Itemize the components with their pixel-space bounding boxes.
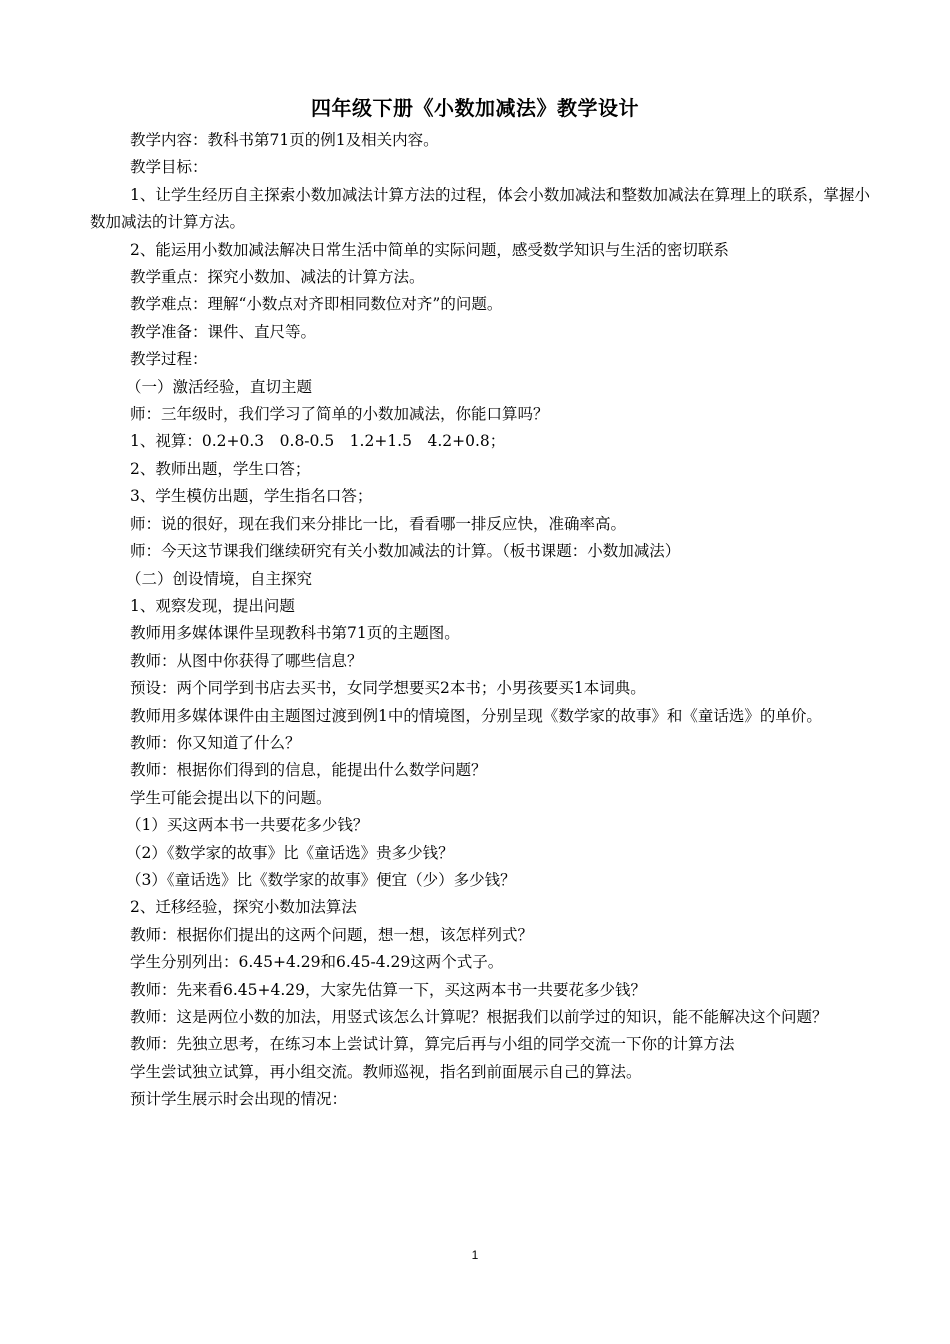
paragraph: 教学目标： [130, 158, 208, 177]
paragraph: 师：说的很好，现在我们来分排比一比，看看哪一排反应快，准确率高。 [130, 514, 627, 533]
paragraph: 教师：先来看6.45+4.29，大家先估算一下，买这两本书一共要花多少钱？ [130, 980, 647, 999]
paragraph: 2、迁移经验，探究小数加法算法 [130, 898, 357, 917]
paragraph: 1、视算：0.2+0.3 0.8-0.5 1.2+1.5 4.2+0.8； [130, 432, 506, 451]
list-item: （1）买这两本书一共要花多少钱？ [126, 816, 369, 835]
paragraph: 教学内容：教科书第71页的例1及相关内容。 [130, 131, 439, 149]
paragraph: 学生分别列出：6.45+4.29和6.45-4.29这两个式子。 [130, 953, 504, 972]
page-number: 1 [471, 1248, 479, 1262]
paragraph: 教师用多媒体课件由主题图过渡到例1中的情境图，分别呈现《数学家的故事》和《童话选》的单价。 [130, 706, 822, 725]
paragraph: 预设：两个同学到书店去买书，女同学想要买2本书；小男孩要买1本词典。 [130, 679, 646, 698]
paragraph: 教师：这是两位小数的加法，用竖式该怎么计算呢？根据我们以前学过的知识，能不能解决这个问题？ [130, 1008, 828, 1026]
list-item: （2）《数学家的故事》比《童话选》贵多少钱？ [126, 843, 454, 862]
paragraph: 师：今天这节课我们继续研究有关小数加减法的计算。（板书课题：小数加减法） [130, 542, 681, 561]
paragraph: 3、学生模仿出题，学生指名口答； [130, 487, 373, 506]
list-item: （3）《童话选》比《数学家的故事》便宜（少）多少钱？ [126, 870, 516, 889]
paragraph: 教师：从图中你获得了哪些信息？ [130, 651, 363, 670]
paragraph: 教师：先独立思考，在练习本上尝试计算，算完后再与小组的同学交流一下你的计算方法 [130, 1035, 735, 1054]
paragraph: 教师：根据你们得到的信息，能提出什么数学问题？ [130, 761, 487, 780]
paragraph: 学生尝试独立试算，再小组交流。教师巡视，指名到前面展示自己的算法。 [130, 1062, 642, 1081]
paragraph: 教师：根据你们提出的这两个问题，想一想，该怎样列式？ [130, 925, 534, 944]
paragraph: 学生可能会提出以下的问题。 [130, 788, 332, 807]
document-body [90, 127, 870, 1114]
paragraph: 2、能运用小数加减法解决日常生活中简单的实际问题，感受数学知识与生活的密切联系 [130, 240, 729, 259]
paragraph: 教学重点：探究小数加、减法的计算方法。 [130, 268, 425, 287]
section-heading: （一）激活经验，直切主题 [126, 377, 313, 396]
section-heading: （二）创设情境，自主探究 [126, 569, 313, 588]
paragraph: 教师：你又知道了什么？ [130, 733, 301, 752]
paragraph: 教学难点：理解“小数点对齐即相同数位对齐”的问题。 [130, 295, 503, 314]
document-title: 四年级下册《小数加减法》教学设计 [311, 96, 639, 120]
paragraph: 2、教师出题，学生口答； [130, 459, 311, 478]
paragraph: 教学准备：课件、直尺等。 [130, 322, 317, 341]
paragraph: 1、观察发现，提出问题 [130, 596, 295, 615]
paragraph: 1、让学生经历自主探索小数加减法计算方法的过程，体会小数加减法和整数加减法在算理上的联系，掌握小数加减法的计算方法。 [90, 185, 870, 232]
paragraph: 师：三年级时，我们学习了简单的小数加减法，你能口算吗？ [130, 405, 549, 424]
paragraph: 教学过程： [130, 350, 208, 369]
paragraph: 教师用多媒体课件呈现教科书第71页的主题图。 [130, 624, 460, 643]
paragraph: 预计学生展示时会出现的情况： [130, 1090, 348, 1109]
